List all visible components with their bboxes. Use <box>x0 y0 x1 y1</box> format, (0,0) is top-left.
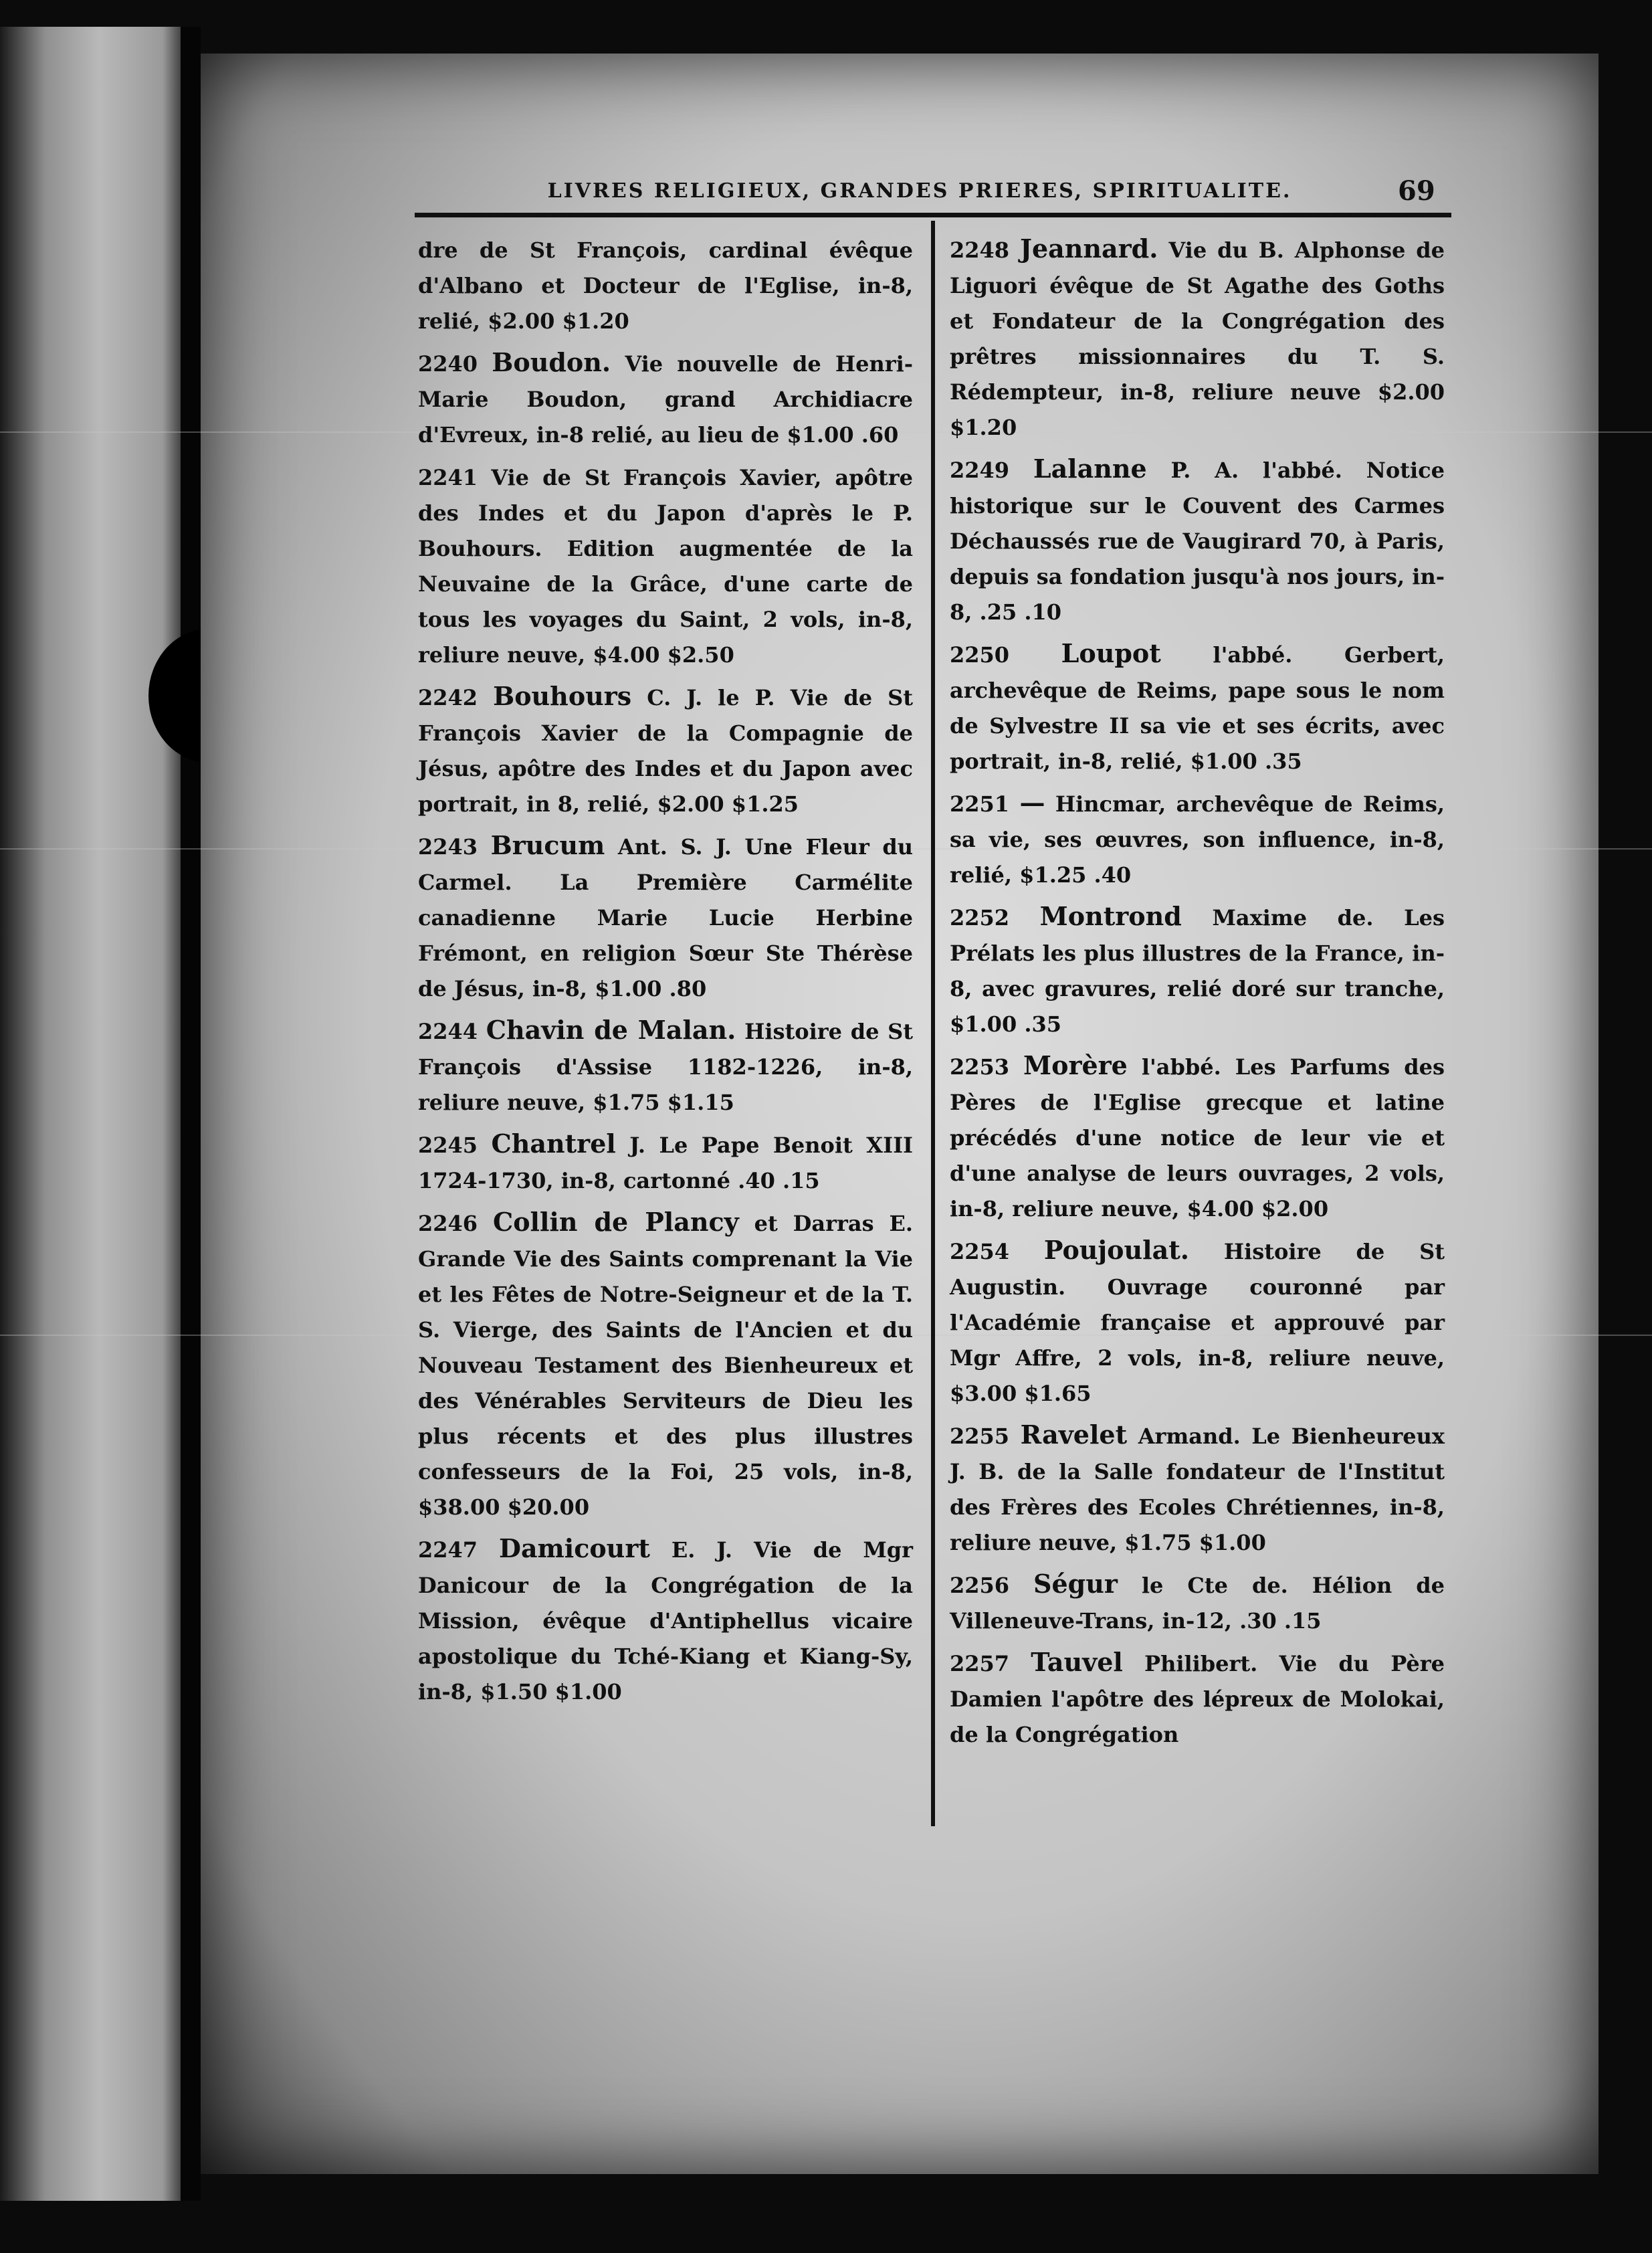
entry-number: 2240 <box>418 351 478 377</box>
entry-number: 2255 <box>950 1424 1010 1449</box>
catalog-entry <box>418 1126 913 1199</box>
entry-number: 2253 <box>950 1054 1010 1080</box>
catalog-entry <box>950 1566 1445 1639</box>
entry-author: Tauvel <box>1031 1647 1123 1677</box>
entry-text: Armand. Le Bienheureux J. B. de la Salle fondateur de l'Institut des Frères des Ecoles Chrétiennes, in-8, reliure neuve, $1.75 $1.00 <box>950 1424 1445 1555</box>
entry-author: Boudon. <box>492 347 611 377</box>
entry-number: 2245 <box>418 1133 478 1158</box>
catalog-entry <box>418 678 913 822</box>
entry-number: 2257 <box>950 1651 1010 1676</box>
entry-text: l'abbé. Gerbert, archevêque de Reims, pape sous le nom de Sylvestre II sa vie et ses écrits, avec portrait, in-8, relié, $1.00 .35 <box>950 642 1445 774</box>
entry-number: 2246 <box>418 1211 478 1236</box>
entry-text: Histoire de St François d'Assise 1182-1226, in-8, reliure neuve, $1.75 $1.15 <box>418 1019 914 1115</box>
catalog-entry <box>418 345 913 453</box>
left-column <box>418 231 913 1715</box>
catalog-entry <box>950 231 1445 446</box>
running-title: LIVRES RELIGIEUX, GRANDES PRIERES, SPIRITUALITE. <box>547 179 1292 203</box>
right-column <box>950 231 1445 1758</box>
entry-text: E. J. Vie de Mgr Danicour de la Congrégation de la Mission, évêque d'Antiphellus vicaire apostolique du Tché-Kiang et Kiang-Sy, in-8, $1.50 $1.00 <box>418 1537 913 1704</box>
entry-text: dre de St François, cardinal évêque d'Albano et Docteur de l'Eglise, in-8, relié, $2.00 $1.20 <box>418 237 913 334</box>
catalog-entry <box>418 1204 913 1525</box>
entry-number: 2247 <box>418 1537 478 1563</box>
entry-text: Vie du B. Alphonse de Liguori évêque de St Agathe des Goths et Fondateur de la Congrégation des prêtres missionnaires du T. S. Rédempteur, in-8, reliure neuve $2.00 $1.20 <box>950 237 1445 440</box>
entry-number: 2241 <box>418 465 478 490</box>
catalog-entry <box>418 458 913 673</box>
catalog-entry <box>950 1232 1445 1411</box>
entry-author: Bouhours <box>493 681 632 711</box>
entry-author: Montrond <box>1039 901 1182 931</box>
catalog-entry <box>950 1417 1445 1561</box>
entry-text: J. Le Pape Benoit XIII 1724-1730, in-8, cartonné .40 .15 <box>418 1133 914 1193</box>
catalog-entry <box>950 785 1445 893</box>
entry-author: Brucum <box>490 830 605 860</box>
page-number: 69 <box>1398 175 1435 207</box>
entry-author: Ségur <box>1033 1569 1118 1599</box>
entry-author: Damicourt <box>498 1533 650 1563</box>
entry-number: 2242 <box>418 685 478 710</box>
catalog-entry <box>418 827 913 1007</box>
entry-number: 2256 <box>950 1573 1010 1598</box>
entry-author: Morère <box>1023 1050 1128 1080</box>
catalog-entry <box>950 1048 1445 1227</box>
catalog-entry <box>950 898 1445 1042</box>
catalog-entry <box>418 1012 913 1120</box>
entry-number: 2252 <box>950 905 1010 930</box>
entry-author: Chavin de Malan. <box>486 1015 736 1045</box>
entry-text: C. J. le P. Vie de St François Xavier de la Compagnie de Jésus, apôtre des Indes et du Japon avec portrait, in 8, relié, $2.00 $1.25 <box>418 685 914 817</box>
entry-text: Histoire de St Augustin. Ouvrage couronné par l'Académie française et approuvé par Mgr Affre, 2 vols, in-8, reliure neuve, $3.00 $1.65 <box>950 1239 1445 1406</box>
entry-number: 2243 <box>418 834 478 860</box>
entry-author: Loupot <box>1061 638 1161 668</box>
entry-author: Poujoulat. <box>1043 1235 1189 1265</box>
entry-text: le Cte de. Hélion de Villeneuve-Trans, in-12, .30 .15 <box>950 1573 1445 1634</box>
entry-author: Ravelet <box>1020 1419 1128 1450</box>
catalog-entry <box>418 231 913 339</box>
entry-author: Jeannard. <box>1019 233 1158 264</box>
catalog-entry <box>950 635 1445 779</box>
entry-text: l'abbé. Les Parfums des Pères de l'Eglise grecque et latine précédés d'une notice de leur vie et d'une analyse de leurs ouvrages, 2 vols, in-8, reliure neuve, $4.00 $2.00 <box>950 1054 1445 1221</box>
catalog-entry <box>950 451 1445 630</box>
entry-text: Hincmar, archevêque de Reims, sa vie, ses œuvres, son influence, in-8, relié, $1.25 .40 <box>950 791 1445 888</box>
entry-text: Vie de St François Xavier, apôtre des Indes et du Japon d'après le P. Bouhours. Edition augmentée de la Neuvaine de la Grâce, d'une carte de tous les voyages du Saint, 2 vols, in-8, reliure neuve, $4.00 $2.50 <box>418 465 914 668</box>
entry-author: — <box>1019 787 1045 817</box>
entry-number: 2250 <box>950 642 1010 668</box>
entry-text: Ant. S. J. Une Fleur du Carmel. La Première Carmélite canadienne Marie Lucie Herbine Frémont, en religion Sœur Ste Thérèse de Jésus, in-8, $1.00 .80 <box>418 834 914 1001</box>
catalog-entry <box>418 1531 913 1710</box>
book-gutter <box>181 27 201 2201</box>
entry-author: Lalanne <box>1033 454 1147 484</box>
entry-number: 2254 <box>950 1239 1010 1264</box>
entry-text: Philibert. Vie du Père Damien l'apôtre des lépreux de Molokai, de la Congrégation <box>950 1651 1445 1747</box>
column-divider <box>931 221 935 1826</box>
entry-text: Vie nouvelle de Henri-Marie Boudon, grand Archidiacre d'Evreux, in-8 relié, au lieu de $1.00 .60 <box>418 351 914 448</box>
entry-author: Collin de Plancy <box>492 1207 739 1237</box>
entry-number: 2248 <box>950 237 1010 263</box>
entry-number: 2249 <box>950 458 1010 483</box>
entry-text: Maxime de. Les Prélats les plus illustres de la France, in-8, avec gravures, relié doré sur tranche, $1.00 .35 <box>950 905 1445 1037</box>
entry-number: 2244 <box>418 1019 478 1044</box>
header-rule <box>415 213 1451 217</box>
left-page-edge <box>0 27 181 2201</box>
entry-number: 2251 <box>950 791 1010 817</box>
catalog-entry <box>950 1644 1445 1753</box>
entry-author: Chantrel <box>491 1129 616 1159</box>
entry-text: P. A. l'abbé. Notice historique sur le Couvent des Carmes Déchaussés rue de Vaugirard 70, à Paris, depuis sa fondation jusqu'à nos jours, in-8, .25 .10 <box>950 458 1445 625</box>
entry-text: et Darras E. Grande Vie des Saints comprenant la Vie et les Fêtes de Notre-Seigneur et de la T. S. Vierge, des Saints de l'Ancien et du Nouveau Testament des Bienheureux et des Vénérables Serviteurs de Dieu les plus récents et des plus illustres confesseurs de la Foi, 25 vols, in-8, $38.00 $20.00 <box>418 1211 914 1520</box>
